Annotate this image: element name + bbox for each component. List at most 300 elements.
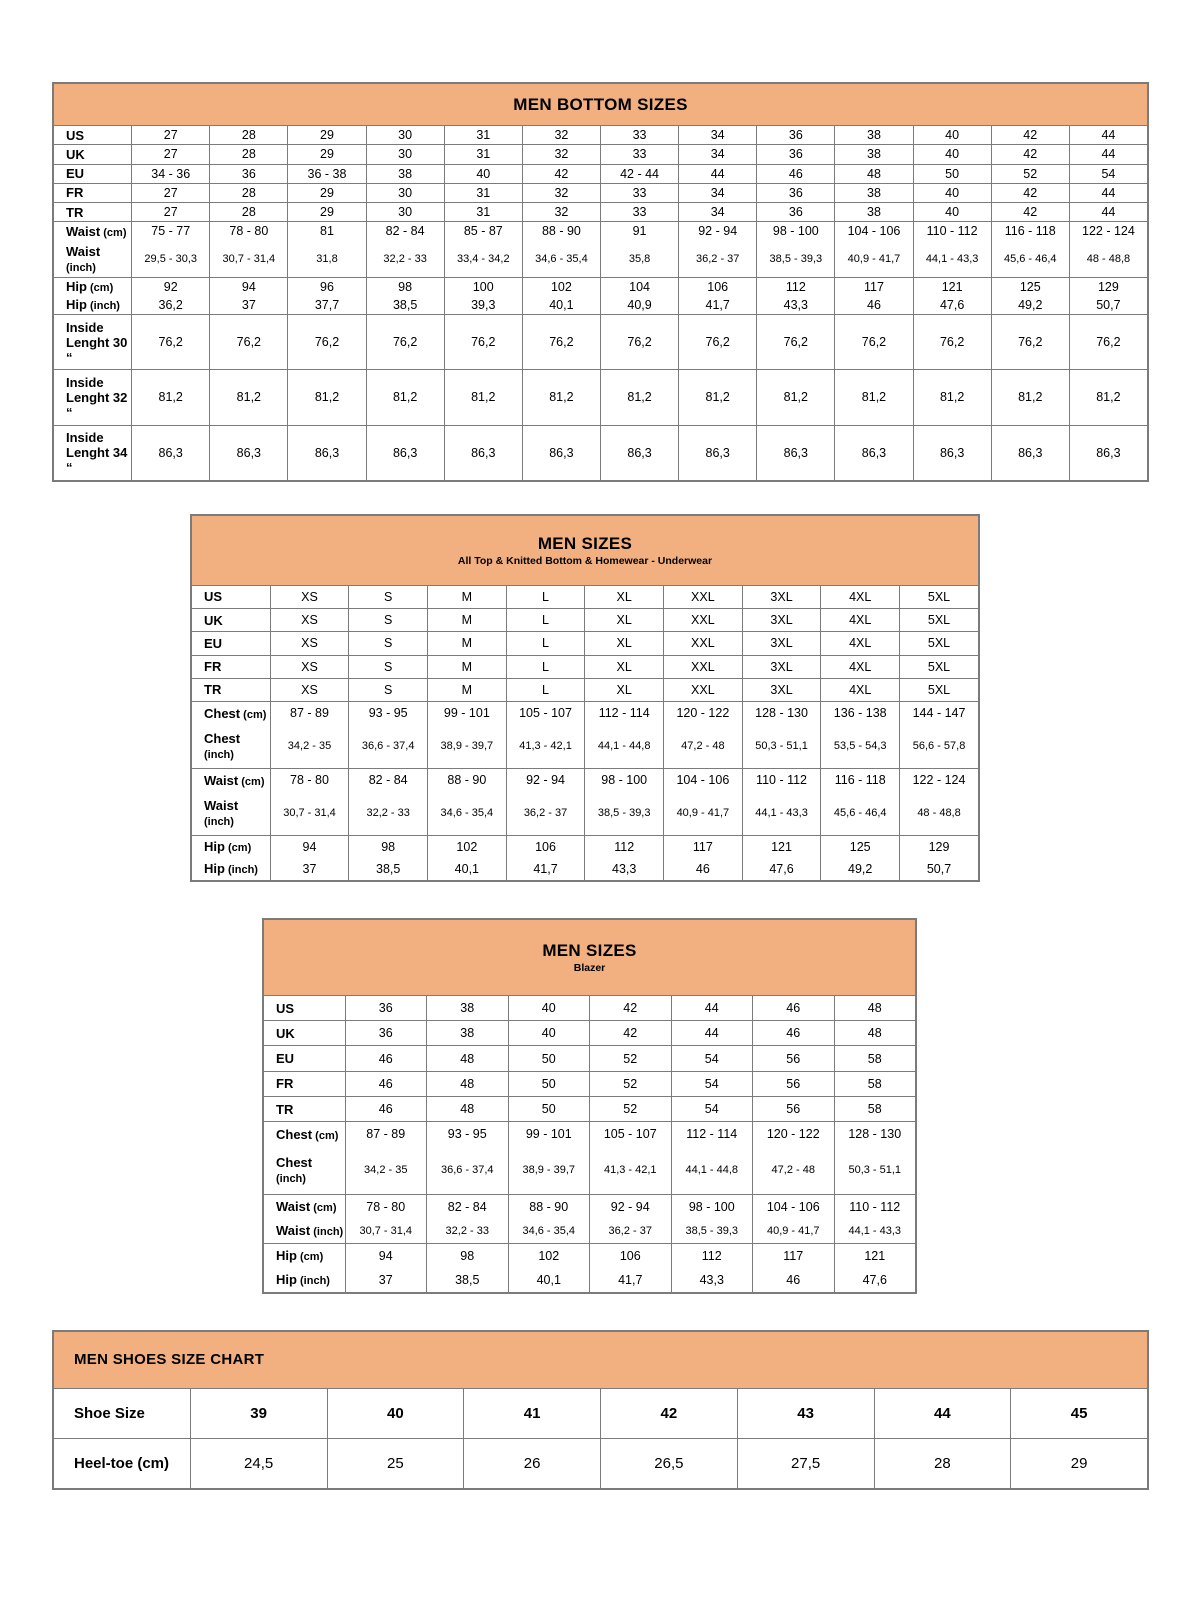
table-cell: 52 <box>590 1096 672 1121</box>
row-label: TR <box>54 203 132 222</box>
table-cell: 32,2 - 33 <box>349 791 428 835</box>
table-cell: 40 <box>508 1021 590 1046</box>
table-cell: 76,2 <box>913 314 991 369</box>
table-cell: 42 <box>991 126 1069 145</box>
table-cell: S <box>349 678 428 701</box>
row-label: Inside Lenght 32 “ <box>54 370 132 425</box>
table-cell: 38,5 <box>427 1268 509 1293</box>
table-cell: 4XL <box>821 632 900 655</box>
table-cell: XS <box>270 655 349 678</box>
table-cell: 53,5 - 54,3 <box>821 724 900 768</box>
table-cell: 76,2 <box>757 314 835 369</box>
row-label: UK <box>264 1021 346 1046</box>
table-cell: 46 <box>345 1096 427 1121</box>
table-cell: 50 <box>508 1096 590 1121</box>
table-cell: 36 <box>345 1021 427 1046</box>
table-cell: 102 <box>522 277 600 296</box>
table-cell: 42 <box>991 203 1069 222</box>
table-cell: 38 <box>427 1021 509 1046</box>
table-cell: 32 <box>522 203 600 222</box>
table-cell: 31 <box>444 203 522 222</box>
table-cell: 112 - 114 <box>671 1122 753 1146</box>
table-cell: XL <box>585 585 664 608</box>
table-cell: 33 <box>600 203 678 222</box>
table-cell: 33 <box>600 183 678 202</box>
table-cell: 27,5 <box>737 1438 874 1488</box>
table-row <box>54 222 1148 241</box>
table-cell: 85 - 87 <box>444 222 522 241</box>
table-cell: 106 <box>679 277 757 296</box>
men-bottom-sizes-chart <box>52 82 1149 482</box>
table-cell: 39 <box>190 1388 327 1438</box>
table-cell: 27 <box>132 145 210 164</box>
table-cell: S <box>349 632 428 655</box>
table-cell: 34,6 - 35,4 <box>522 240 600 277</box>
table-cell: 46 <box>664 858 743 881</box>
table-cell: 86,3 <box>444 425 522 480</box>
table-cell: 48 <box>834 1021 916 1046</box>
table-row <box>264 1268 916 1293</box>
table-cell: 92 <box>132 277 210 296</box>
table-cell: 30,7 - 31,4 <box>210 240 288 277</box>
table-cell: 44,1 - 43,3 <box>913 240 991 277</box>
table-cell: 3XL <box>742 585 821 608</box>
table-cell: 50 <box>508 1046 590 1071</box>
table-cell: 122 - 124 <box>1069 222 1147 241</box>
table-cell: 42 <box>991 183 1069 202</box>
table-cell: 43,3 <box>757 296 835 315</box>
table-cell: 34,2 - 35 <box>345 1146 427 1194</box>
table-cell: 38 <box>835 203 913 222</box>
table-cell: 125 <box>991 277 1069 296</box>
table-cell: 40,9 - 41,7 <box>753 1219 835 1243</box>
table-cell: 3XL <box>742 609 821 632</box>
row-label: Waist (cm) <box>54 222 132 241</box>
row-label: Hip (inch) <box>264 1268 346 1293</box>
men-sizes-top-table <box>191 515 979 881</box>
table-cell: XL <box>585 632 664 655</box>
table-cell: 46 <box>753 1021 835 1046</box>
table-cell: 36,6 - 37,4 <box>427 1146 509 1194</box>
table-row <box>54 314 1148 369</box>
table-cell: 45,6 - 46,4 <box>991 240 1069 277</box>
table-body-blazer <box>264 920 916 1293</box>
table-cell: 110 - 112 <box>913 222 991 241</box>
table-cell: 81,2 <box>757 370 835 425</box>
table-cell: 38 <box>835 183 913 202</box>
table-cell: 76,2 <box>679 314 757 369</box>
table-cell: XL <box>585 609 664 632</box>
table-cell: 29 <box>1011 1438 1148 1488</box>
table-cell: 56 <box>753 1046 835 1071</box>
table-cell: 125 <box>821 835 900 858</box>
table-cell: 104 - 106 <box>664 769 743 792</box>
table-cell: 81 <box>288 222 366 241</box>
table-cell: 50 <box>508 1071 590 1096</box>
table-cell: S <box>349 655 428 678</box>
table-cell: 36,2 - 37 <box>506 791 585 835</box>
chart-title: MEN SIZES Blazer <box>264 920 916 996</box>
table-cell: 41,7 <box>679 296 757 315</box>
table-cell: 46 <box>753 1268 835 1293</box>
table-row <box>264 1194 916 1218</box>
table-cell: 28 <box>210 183 288 202</box>
table-cell: 38,9 - 39,7 <box>508 1146 590 1194</box>
table-cell: 30 <box>366 203 444 222</box>
table-cell: 42 <box>522 164 600 183</box>
table-cell: 47,6 <box>742 858 821 881</box>
table-cell: 44 <box>671 995 753 1020</box>
table-cell: 102 <box>428 835 507 858</box>
table-cell: 87 - 89 <box>345 1122 427 1146</box>
table-cell: 33 <box>600 145 678 164</box>
row-label: Heel-toe (cm) <box>54 1438 191 1488</box>
table-row <box>264 1021 916 1046</box>
table-cell: 122 - 124 <box>900 769 979 792</box>
table-cell: 30 <box>366 126 444 145</box>
row-label: Chest (cm) <box>192 702 271 725</box>
row-label: FR <box>192 655 271 678</box>
table-cell: 91 <box>600 222 678 241</box>
table-cell: 129 <box>900 835 979 858</box>
row-unit: (cm) <box>86 282 114 295</box>
table-cell: 45 <box>1011 1388 1148 1438</box>
table-cell: 81,2 <box>835 370 913 425</box>
table-cell: 36 - 38 <box>288 164 366 183</box>
table-cell: 99 - 101 <box>428 702 507 725</box>
chart-title-row <box>264 920 916 996</box>
table-row <box>192 858 979 881</box>
table-cell: 50,7 <box>900 858 979 881</box>
row-label: UK <box>54 145 132 164</box>
table-cell: M <box>428 585 507 608</box>
table-cell: S <box>349 585 428 608</box>
table-cell: 120 - 122 <box>753 1122 835 1146</box>
table-cell: 48 - 48,8 <box>1069 240 1147 277</box>
table-cell: 37 <box>270 858 349 881</box>
table-cell: 116 - 118 <box>991 222 1069 241</box>
table-cell: 31 <box>444 183 522 202</box>
table-cell: 40 <box>444 164 522 183</box>
table-cell: 41,3 - 42,1 <box>590 1146 672 1194</box>
table-cell: 81,2 <box>600 370 678 425</box>
table-cell: 37 <box>210 296 288 315</box>
table-cell: M <box>428 655 507 678</box>
table-cell: 29,5 - 30,3 <box>132 240 210 277</box>
table-cell: 5XL <box>900 609 979 632</box>
table-cell: 29 <box>288 203 366 222</box>
chart-subtitle: Blazer <box>573 961 606 974</box>
table-cell: 44 <box>1069 145 1147 164</box>
table-cell: 42 <box>991 145 1069 164</box>
row-label: Waist (cm) <box>264 1194 346 1218</box>
row-label: Hip (inch) <box>192 858 271 881</box>
table-body-bottom <box>54 84 1148 481</box>
table-cell: 49,2 <box>821 858 900 881</box>
table-cell: 121 <box>834 1243 916 1267</box>
table-cell: 136 - 138 <box>821 702 900 725</box>
table-cell: 41,7 <box>590 1268 672 1293</box>
table-cell: 98 - 100 <box>757 222 835 241</box>
table-cell: 75 - 77 <box>132 222 210 241</box>
table-cell: 32 <box>522 126 600 145</box>
table-cell: 40,1 <box>522 296 600 315</box>
table-cell: 33 <box>600 126 678 145</box>
table-cell: 38 <box>427 995 509 1020</box>
table-cell: 46 <box>753 995 835 1020</box>
table-row <box>54 370 1148 425</box>
table-cell: 58 <box>834 1071 916 1096</box>
table-cell: 104 - 106 <box>753 1194 835 1218</box>
table-cell: 27 <box>132 203 210 222</box>
table-cell: XS <box>270 632 349 655</box>
table-cell: 41,3 - 42,1 <box>506 724 585 768</box>
row-label: EU <box>192 632 271 655</box>
table-cell: 48 <box>427 1046 509 1071</box>
table-cell: 32,2 - 33 <box>427 1219 509 1243</box>
table-cell: 82 - 84 <box>366 222 444 241</box>
table-body-top <box>192 516 979 881</box>
table-cell: 3XL <box>742 678 821 701</box>
table-cell: 106 <box>506 835 585 858</box>
table-cell: 128 - 130 <box>834 1122 916 1146</box>
table-cell: XXL <box>664 585 743 608</box>
table-cell: L <box>506 585 585 608</box>
table-row <box>264 1243 916 1267</box>
table-cell: 5XL <box>900 678 979 701</box>
table-cell: 86,3 <box>1069 425 1147 480</box>
table-cell: 4XL <box>821 655 900 678</box>
table-cell: 40 <box>913 203 991 222</box>
table-cell: 34 - 36 <box>132 164 210 183</box>
table-cell: 36,6 - 37,4 <box>349 724 428 768</box>
table-cell: 39,3 <box>444 296 522 315</box>
table-cell: 56 <box>753 1096 835 1121</box>
row-unit: (cm) <box>296 1251 324 1264</box>
table-cell: 43,3 <box>585 858 664 881</box>
table-cell: 117 <box>835 277 913 296</box>
table-cell: 50,3 - 51,1 <box>742 724 821 768</box>
table-cell: 92 - 94 <box>679 222 757 241</box>
table-cell: 40 <box>913 183 991 202</box>
table-cell: 86,3 <box>835 425 913 480</box>
table-cell: 38,5 - 39,3 <box>585 791 664 835</box>
table-cell: 47,2 - 48 <box>664 724 743 768</box>
table-cell: 81,2 <box>132 370 210 425</box>
table-cell: XL <box>585 655 664 678</box>
table-row <box>192 702 979 725</box>
table-cell: 48 <box>427 1096 509 1121</box>
row-label: FR <box>264 1071 346 1096</box>
table-row <box>54 240 1148 277</box>
table-cell: 98 - 100 <box>671 1194 753 1218</box>
table-cell: 42 <box>601 1388 738 1438</box>
table-cell: 48 - 48,8 <box>900 791 979 835</box>
table-row <box>54 126 1148 145</box>
row-unit: (inch) <box>204 749 234 762</box>
table-row <box>54 203 1148 222</box>
table-cell: 88 - 90 <box>522 222 600 241</box>
table-cell: 76,2 <box>600 314 678 369</box>
table-cell: 105 - 107 <box>590 1122 672 1146</box>
table-cell: 36 <box>210 164 288 183</box>
chart-title: MEN SIZES All Top & Knitted Bottom & Homewear - Underwear <box>192 516 979 586</box>
table-row <box>192 724 979 768</box>
table-cell: 30 <box>366 183 444 202</box>
table-cell: 5XL <box>900 632 979 655</box>
chart-title: MEN SHOES SIZE CHART <box>54 1332 1148 1389</box>
table-cell: 26 <box>464 1438 601 1488</box>
table-cell: 120 - 122 <box>664 702 743 725</box>
table-cell: 38,5 <box>349 858 428 881</box>
table-cell: 36 <box>345 995 427 1020</box>
table-cell: 40 <box>913 145 991 164</box>
table-row <box>264 1122 916 1146</box>
table-cell: 3XL <box>742 655 821 678</box>
row-unit: (inch) <box>276 1173 306 1186</box>
table-cell: 34,2 - 35 <box>270 724 349 768</box>
table-cell: 58 <box>834 1096 916 1121</box>
table-cell: XS <box>270 609 349 632</box>
table-cell: 54 <box>671 1071 753 1096</box>
table-cell: 32 <box>522 183 600 202</box>
table-cell: 81,2 <box>366 370 444 425</box>
table-row <box>264 1146 916 1194</box>
row-label: Chest (cm) <box>264 1122 346 1146</box>
table-cell: 44 <box>1069 126 1147 145</box>
table-cell: 58 <box>834 1046 916 1071</box>
table-cell: 52 <box>991 164 1069 183</box>
table-cell: 86,3 <box>991 425 1069 480</box>
table-cell: 102 <box>508 1243 590 1267</box>
table-cell: 4XL <box>821 609 900 632</box>
table-cell: 116 - 118 <box>821 769 900 792</box>
row-label: Waist (cm) <box>192 769 271 792</box>
table-cell: 94 <box>270 835 349 858</box>
table-cell: 129 <box>1069 277 1147 296</box>
table-cell: 56,6 - 57,8 <box>900 724 979 768</box>
table-cell: 47,2 - 48 <box>753 1146 835 1194</box>
table-row <box>192 632 979 655</box>
table-cell: 31 <box>444 145 522 164</box>
table-cell: 28 <box>210 126 288 145</box>
table-cell: 100 <box>444 277 522 296</box>
table-cell: 43 <box>737 1388 874 1438</box>
table-cell: 112 <box>757 277 835 296</box>
table-cell: 78 - 80 <box>270 769 349 792</box>
table-cell: 48 <box>835 164 913 183</box>
table-cell: 76,2 <box>210 314 288 369</box>
table-cell: 40,9 - 41,7 <box>664 791 743 835</box>
table-cell: 44,1 - 44,8 <box>585 724 664 768</box>
table-cell: 35,8 <box>600 240 678 277</box>
table-cell: 44 <box>874 1388 1011 1438</box>
table-cell: 86,3 <box>210 425 288 480</box>
table-cell: 34 <box>679 203 757 222</box>
table-cell: 50,7 <box>1069 296 1147 315</box>
table-cell: 82 - 84 <box>349 769 428 792</box>
table-cell: 76,2 <box>132 314 210 369</box>
table-cell: 86,3 <box>913 425 991 480</box>
chart-subtitle: All Top & Knitted Bottom & Homewear - Underwear <box>457 554 713 567</box>
table-cell: 81,2 <box>522 370 600 425</box>
table-cell: 128 - 130 <box>742 702 821 725</box>
table-cell: 46 <box>345 1046 427 1071</box>
row-unit: (inch) <box>224 864 258 877</box>
table-cell: 98 <box>366 277 444 296</box>
table-cell: 48 <box>834 995 916 1020</box>
table-cell: 117 <box>664 835 743 858</box>
row-unit: (cm) <box>100 226 127 239</box>
table-cell: 40,1 <box>508 1268 590 1293</box>
table-cell: 38,5 <box>366 296 444 315</box>
table-cell: 88 - 90 <box>508 1194 590 1218</box>
table-cell: 38 <box>835 145 913 164</box>
table-cell: 76,2 <box>835 314 913 369</box>
row-label: EU <box>264 1046 346 1071</box>
table-cell: 43,3 <box>671 1268 753 1293</box>
table-cell: 28 <box>210 203 288 222</box>
table-row <box>54 1388 1148 1438</box>
table-cell: 76,2 <box>366 314 444 369</box>
row-label: Inside Lenght 34 “ <box>54 425 132 480</box>
table-cell: 98 <box>349 835 428 858</box>
table-cell: 81,2 <box>444 370 522 425</box>
table-cell: 4XL <box>821 678 900 701</box>
table-cell: 48 <box>427 1071 509 1096</box>
table-cell: 121 <box>742 835 821 858</box>
table-cell: L <box>506 655 585 678</box>
table-cell: 34 <box>679 126 757 145</box>
table-cell: 50,3 - 51,1 <box>834 1146 916 1194</box>
table-cell: 86,3 <box>679 425 757 480</box>
table-row <box>192 609 979 632</box>
row-label: Hip (cm) <box>192 835 271 858</box>
table-cell: 78 - 80 <box>210 222 288 241</box>
table-row <box>192 835 979 858</box>
table-cell: 50 <box>913 164 991 183</box>
table-cell: 34 <box>679 183 757 202</box>
table-cell: M <box>428 632 507 655</box>
table-cell: 45,6 - 46,4 <box>821 791 900 835</box>
table-cell: 144 - 147 <box>900 702 979 725</box>
table-cell: 29 <box>288 145 366 164</box>
row-label: Hip (cm) <box>264 1243 346 1267</box>
table-cell: 42 <box>590 995 672 1020</box>
table-cell: 98 - 100 <box>585 769 664 792</box>
table-cell: XXL <box>664 678 743 701</box>
table-cell: 99 - 101 <box>508 1122 590 1146</box>
row-label: FR <box>54 183 132 202</box>
men-sizes-blazer-table <box>263 919 916 1293</box>
table-cell: 28 <box>210 145 288 164</box>
table-cell: 44,1 - 43,3 <box>834 1219 916 1243</box>
table-cell: XS <box>270 585 349 608</box>
table-body-shoes <box>54 1332 1148 1489</box>
table-cell: XXL <box>664 609 743 632</box>
table-cell: XS <box>270 678 349 701</box>
table-cell: 30,7 - 31,4 <box>345 1219 427 1243</box>
table-cell: M <box>428 678 507 701</box>
table-cell: 92 - 94 <box>590 1194 672 1218</box>
row-label: TR <box>192 678 271 701</box>
table-cell: 30,7 - 31,4 <box>270 791 349 835</box>
row-label: Waist (inch) <box>54 240 132 277</box>
table-cell: 93 - 95 <box>427 1122 509 1146</box>
row-unit: (inch) <box>296 1275 330 1288</box>
table-cell: 36,2 - 37 <box>590 1219 672 1243</box>
table-cell: 81,2 <box>288 370 366 425</box>
